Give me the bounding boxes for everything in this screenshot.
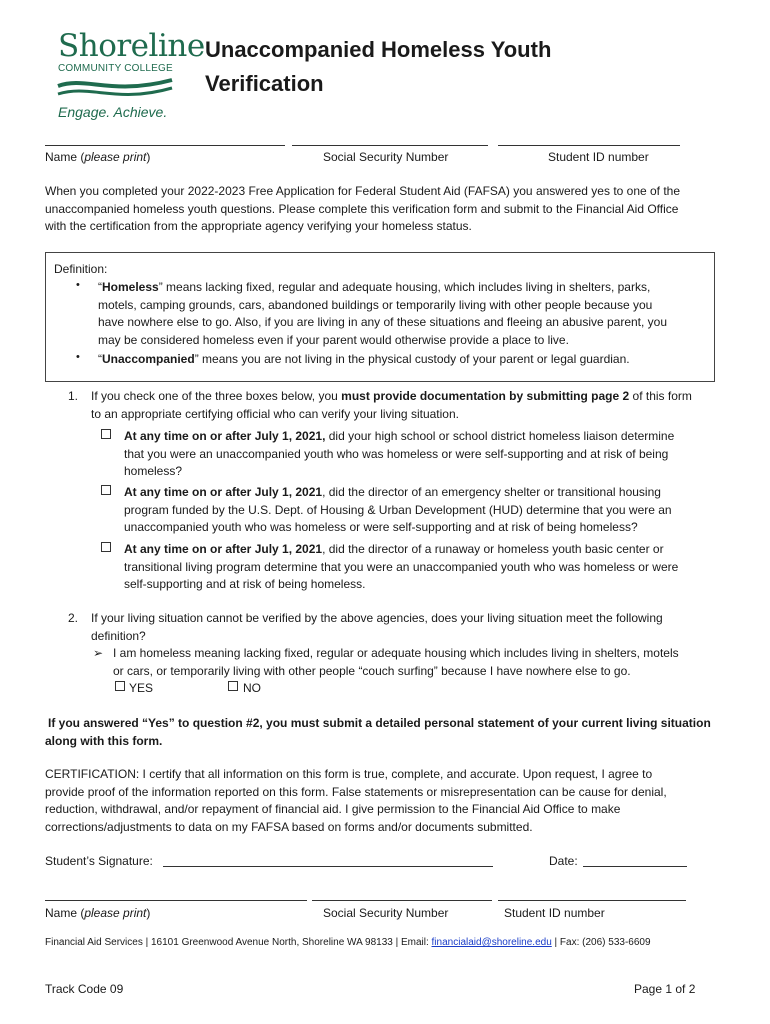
q1-number: 1. (68, 389, 79, 403)
yes-checkbox[interactable] (115, 681, 125, 691)
student-id-input-line-bottom[interactable] (498, 900, 686, 901)
signature-label: Student’s Signature: (45, 854, 153, 868)
no-label: NO (243, 681, 261, 695)
ssn-label: Social Security Number (323, 150, 449, 164)
name-input-line[interactable] (45, 145, 285, 146)
q1-option2-checkbox[interactable] (101, 485, 111, 495)
ssn-label-bottom: Social Security Number (323, 906, 449, 920)
q1-option2-text: At any time on or after July 1, 2021, did the director of an emergency shelter or transitional housing program funded by the U.S. Dept. of Housing & Urban Development (HUD) determine that you were an unaccompanied youth who was homeless or were self-supporting and at risk of being homeless? (124, 485, 672, 534)
page-title (205, 33, 625, 101)
bullet-icon: • (76, 279, 80, 291)
logo-tagline: Engage. Achieve. (58, 104, 168, 120)
definition-homeless: “Homeless” means lacking fixed, regular and adequate housing, which includes living in shelters, parks, motels, camping grounds, cars, abandoned buildings or temporarily living with other people because you have nowhere else to go. Also, if you are living in any of these situations and fleeing an abusive parent, you may be considered homeless even if your parent would otherwise provide a place to live. (98, 280, 668, 347)
student-id-label: Student ID number (548, 150, 649, 164)
q1-option1-checkbox[interactable] (101, 429, 111, 439)
definition-unaccompanied: “Unaccompanied” means you are not living in the physical custody of your parent or legal guardian. (98, 352, 630, 366)
date-input-line[interactable] (583, 866, 687, 867)
name-label: Name (please print) (45, 150, 151, 164)
title-line-1: Unaccompanied Homeless Youth (205, 37, 552, 62)
contact-footer: Financial Aid Services | 16101 Greenwood Avenue North, Shoreline WA 98133 | Email: financialaid@shoreline.edu | Fax: (206) 533-6609 (45, 937, 651, 948)
student-id-label-bottom: Student ID number (504, 906, 605, 920)
q2-number: 2. (68, 611, 79, 625)
logo-subtitle: COMMUNITY COLLEGE (58, 63, 173, 74)
email-link[interactable]: financialaid@shoreline.edu (431, 937, 552, 948)
q1-option3-text: At any time on or after July 1, 2021, did the director of a runaway or homeless youth basic center or transitional living program determine that you were an unaccompanied youth who was homeless or were self-supporting and at risk of being homeless. (124, 542, 679, 591)
name-label-bottom: Name (please print) (45, 906, 151, 920)
yes-label: YES (129, 681, 154, 695)
title-line-2: Verification (205, 71, 324, 96)
date-label: Date: (549, 854, 578, 868)
signature-input-line[interactable] (163, 866, 493, 867)
q1-option1-text: At any time on or after July 1, 2021, did your high school or school district homeless liaison determine that you were an unaccompanied youth who was homeless or were self-supporting and at risk of being homeless? (124, 429, 675, 478)
no-checkbox[interactable] (228, 681, 238, 691)
ssn-input-line[interactable] (292, 145, 488, 146)
track-code: Track Code 09 (45, 982, 124, 996)
ssn-input-line-bottom[interactable] (312, 900, 492, 901)
q1-text: If you check one of the three boxes below, you must provide documentation by submitting page 2 of this form to an appropriate certifying official who can verify your living situation. (91, 389, 692, 421)
personal-statement-notice: If you answered “Yes” to question #2, you must submit a detailed personal statement of your current living situation along with this form. (45, 716, 711, 748)
logo-name: Shoreline (58, 28, 205, 64)
arrow-bullet-icon: ➢ (93, 646, 104, 660)
intro-paragraph: When you completed your 2022-2023 Free Application for Federal Student Aid (FAFSA) you answered yes to one of the unaccompanied homeless youth questions. Please complete this verification form and submit to the Financial Aid Office with the certification from the appropriate agency verifying your homeless status. (45, 184, 681, 233)
q1-option3-checkbox[interactable] (101, 542, 111, 552)
page-number: Page 1 of 2 (634, 982, 696, 996)
student-id-input-line[interactable] (498, 145, 680, 146)
q2-text: If your living situation cannot be verified by the above agencies, does your living situation meet the following definition? (91, 611, 663, 643)
name-input-line-bottom[interactable] (45, 900, 307, 901)
q2-statement: I am homeless meaning lacking fixed, regular or adequate housing which includes living in shelters, motels or cars, or temporarily living with other people “couch surfing” because I have nowhere else to go. (113, 646, 679, 678)
bullet-icon: • (76, 351, 80, 363)
logo-wave (56, 74, 174, 104)
certification-paragraph: CERTIFICATION: I certify that all information on this form is true, complete, and accurate. Upon request, I agree to provide proof of the information reported on this form. False statements or misrepresentation can be cause for denial, reduction, withdrawal, and/or repayment of financial aid. I give permission to the Financial Aid Office to make corrections/adjustments to data on my FAFSA based on forms and/or documents submitted. (45, 767, 667, 834)
definition-heading: Definition: (54, 262, 108, 276)
